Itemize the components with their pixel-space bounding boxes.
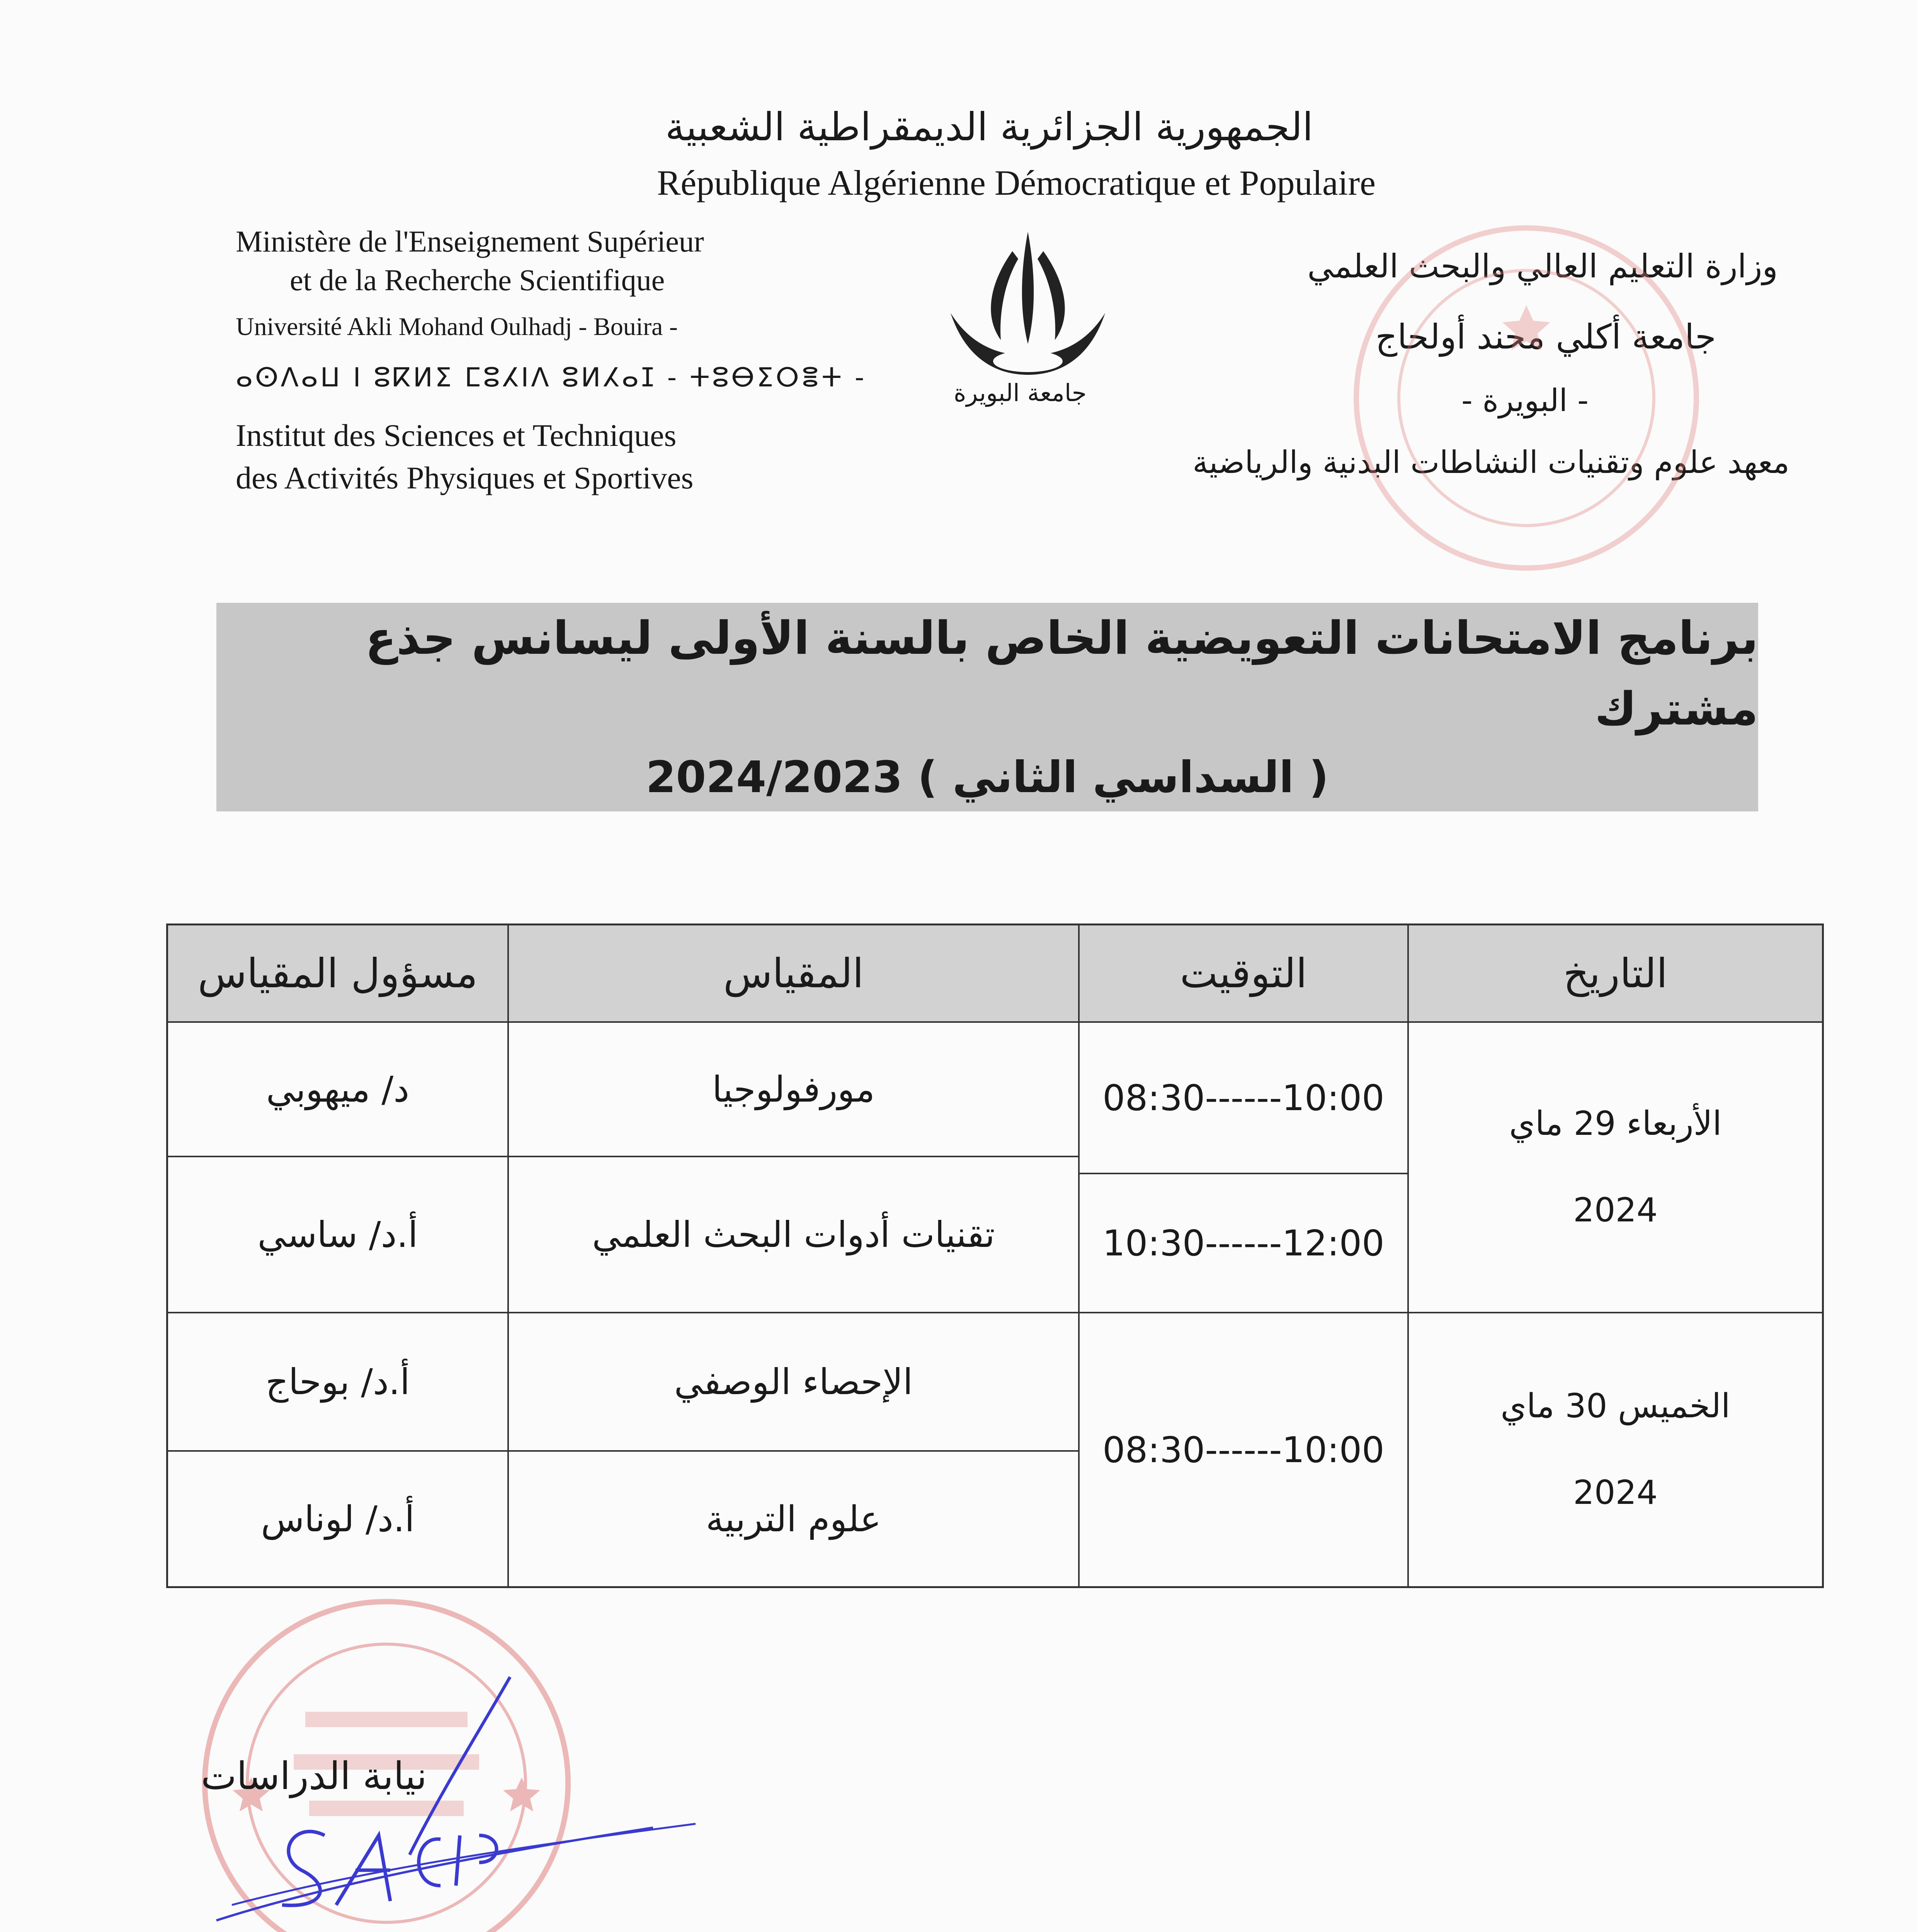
institute-stamp-icon xyxy=(1298,209,1754,587)
header-date: التاريخ xyxy=(1563,950,1668,997)
module-cell: الإحصاء الوصفي xyxy=(674,1361,913,1403)
logo-caption: جامعة البويرة xyxy=(953,379,1087,407)
module-cell: مورفولوجيا xyxy=(712,1068,875,1110)
arabic-republic-heading: الجمهورية الجزائرية الديمقراطية الشعبية xyxy=(665,104,1313,150)
date-cell xyxy=(1409,1313,1822,1586)
time-cell: 08:30------10:00 xyxy=(1102,1077,1385,1119)
french-ministry-line-2: et de la Recherche Scientifique xyxy=(290,263,665,297)
header-teacher: مسؤول المقياس xyxy=(197,950,478,997)
french-university-name: Université Akli Mohand Oulhadj - Bouira - xyxy=(236,313,678,341)
signature-icon xyxy=(209,1654,711,1924)
date-cell xyxy=(1409,1023,1822,1312)
exam-program-title xyxy=(216,603,1758,811)
arabic-institute-name: معهد علوم وتقنيات النشاطات البدنية والرياضية xyxy=(1192,444,1789,480)
arabic-ministry-name: وزارة التعليم العالي والبحث العلمي xyxy=(1307,247,1778,285)
exam-schedule-table xyxy=(166,923,1824,1588)
title-line-2: ( السداسي الثاني ) 2024/2023 xyxy=(646,752,1329,803)
date-year: 2024 xyxy=(1573,1473,1658,1512)
arabic-university-name: جامعة أكلي محند أولحاج xyxy=(1375,317,1716,357)
module-cell: تقنيات أدوات البحث العلمي xyxy=(592,1214,995,1255)
header-time: التوقيت xyxy=(1180,950,1307,997)
french-institute-line-2: des Activités Physiques et Sportives xyxy=(236,460,694,495)
date-year: 2024 xyxy=(1573,1191,1658,1230)
tifinagh-university-name: ⴰⵙⴷⴰⵡ ⵏ ⵓⴽⵍⵉ ⵎⵓⵃⵏⴷ ⵓⵍⵃⴰⵊ - ⵜⵓⴱⵉⵔⴻⵜ - xyxy=(236,362,867,393)
time-cell: 08:30------10:00 xyxy=(1102,1429,1385,1471)
module-cell: علوم التربية xyxy=(706,1498,881,1540)
arabic-city-name: - البويرة - xyxy=(1461,383,1589,418)
time-cell: 10:30------12:00 xyxy=(1102,1222,1385,1264)
date-day: الخميس 30 ماي xyxy=(1500,1387,1730,1426)
teacher-cell: أ.د/ بوحاج xyxy=(265,1361,410,1403)
french-institute-line-1: Institut des Sciences et Techniques xyxy=(236,418,677,453)
header-module: المقياس xyxy=(723,950,864,997)
teacher-cell: أ.د/ ساسي xyxy=(257,1214,418,1255)
french-ministry-line-1: Ministère de l'Enseignement Supérieur xyxy=(236,224,704,258)
title-line-1: برنامج الامتحانات التعويضية الخاص بالسنة الأولى ليسانس جذع مشترك xyxy=(365,611,1758,736)
teacher-cell: د/ ميهوبي xyxy=(266,1068,410,1110)
french-republic-heading: République Algérienne Démocratique et Populaire xyxy=(657,163,1376,202)
date-day: الأربعاء 29 ماي xyxy=(1509,1104,1722,1143)
vice-dean-studies-label: نيابة الدراسات xyxy=(201,1754,427,1798)
teacher-cell: أ.د/ لوناس xyxy=(261,1498,415,1540)
